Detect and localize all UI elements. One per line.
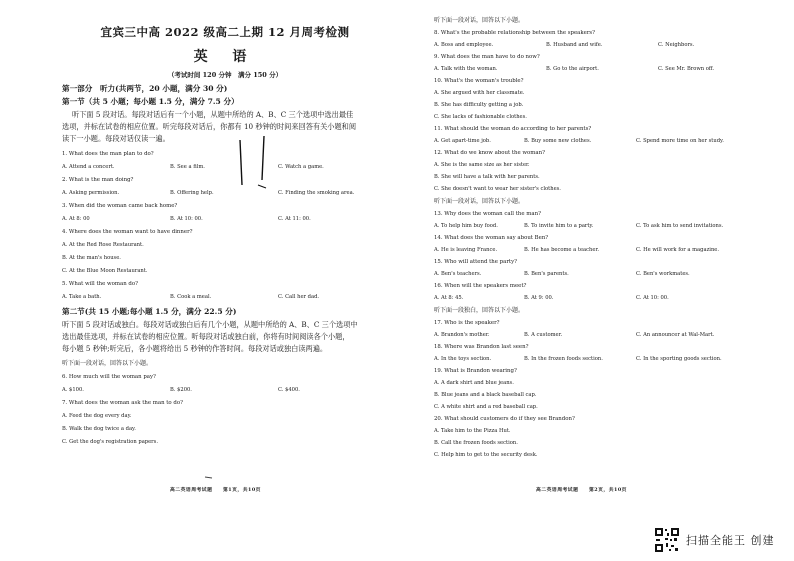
exam-title: 宜宾三中高 2022 级高二上期 12 月周考检测 <box>100 25 350 39</box>
question-options <box>434 331 786 339</box>
option-c: C. Watch a game. <box>278 164 324 170</box>
instruction-line: 选项，并标在试卷的相应位置。听完每段对话后，你都有 10 秒钟的时间来回答有关小题和阅 <box>62 122 357 131</box>
instruction-line: 听下面 5 段对话。每段对话后有一个小题，从题中所给的 A、B、C 三个选项中选出最佳 <box>72 110 354 119</box>
question-stem: 15. Who will attend the party? <box>434 259 518 265</box>
option-c: C. Call her dad. <box>278 294 320 300</box>
option-c: C. Finding the smoking area. <box>278 190 355 196</box>
question-stem: 3. When did the woman came back home? <box>62 203 178 209</box>
instruction-line: 读下一小题。每段对话仅读一遍。 <box>62 134 170 143</box>
page-footer: 高二英语周考试题 第2页，共10页 <box>536 487 627 493</box>
page-footer: 高二英语周考试题 第1页，共10页 <box>170 487 261 493</box>
option-c: C. She doesn't want to wear her sister's clothes. <box>434 186 561 192</box>
instruction-line: 每小题 5 秒钟;听完后，各小题将给出 5 秒钟的作答时间。每段对话或独白读两遍。 <box>62 344 328 353</box>
option-a: A. Ben's teachers. <box>434 271 482 277</box>
option-a: A. $100. <box>62 387 84 393</box>
option-a: A. Boss and employee. <box>434 42 494 48</box>
question-options <box>62 215 388 223</box>
option-b: B. At 10: 00. <box>170 216 203 222</box>
subject-title: 英 语 <box>193 49 257 65</box>
question-stem: 6. How much will the woman pay? <box>62 374 156 380</box>
option-b: B. Go to the airport. <box>546 66 599 72</box>
question-options <box>434 222 786 230</box>
question-options <box>434 137 786 145</box>
option-a: A. Attend a concert. <box>62 164 115 170</box>
section-instructions <box>62 319 388 355</box>
question-stem: 5. What will the woman do? <box>62 281 138 287</box>
option-b: B. Offering help. <box>170 190 214 196</box>
part-heading: 第一部分 听力(共两节，20 小题，满分 30 分) <box>62 84 228 93</box>
question-stem: 14. What does the woman say about Ben? <box>434 235 549 241</box>
option-c: C. A white shirt and a red baseball cap. <box>434 404 538 410</box>
section-instructions <box>62 109 388 145</box>
question-stem: 1. What does the man plan to do? <box>62 151 154 157</box>
question-stem: 11. What should the woman do according to her parents? <box>434 126 592 132</box>
option-b: B. He has become a teacher. <box>524 247 600 253</box>
instruction-line: 听下面 5 段对话或独白。每段对话或独白后有几个小题，从题中所给的 A、B、C 三个选项中 <box>62 320 358 329</box>
option-a: A. Asking permission. <box>62 190 120 196</box>
option-b: B. She has difficulty getting a job. <box>434 102 524 108</box>
option-a: A. She is the same size as her sister. <box>434 162 530 168</box>
option-a: A. Take a bath. <box>62 294 102 300</box>
option-a: A. Feed the dog every day. <box>62 413 132 419</box>
option-b: B. $200. <box>170 387 192 393</box>
dialogue-hint: 听下面一段对话，回答以下小题。 <box>434 17 525 24</box>
option-a: A. He is leaving France. <box>434 247 498 253</box>
option-c: C. At the Blue Moon Restaurant. <box>62 268 148 274</box>
option-b: B. Blue jeans and a black baseball cap. <box>434 392 537 398</box>
question-options <box>434 41 786 49</box>
option-a: A. Take him to the Pizza Hut. <box>434 428 511 434</box>
dialogue-hint: 听下面一段对话，回答以下小题。 <box>434 198 525 205</box>
option-c: C. At 11: 00. <box>278 216 311 222</box>
right-page <box>420 0 794 561</box>
watermark-text: 扫描全能王 创建 <box>686 534 775 547</box>
option-b: B. Call the frozen foods section. <box>434 440 518 446</box>
option-c: C. He will work for a magazine. <box>636 247 720 253</box>
question-stem: 10. What's the woman's trouble? <box>434 78 524 84</box>
option-b: B. At the man's house. <box>62 255 121 261</box>
option-b: B. Cook a meal. <box>170 294 212 300</box>
option-a: A. Get apart-time job. <box>434 138 491 144</box>
option-b: B. At 9: 00. <box>524 295 554 301</box>
question-stem: 12. What do we know about the woman? <box>434 150 545 156</box>
section-heading: 第一节（共 5 小题；每小题 1.5 分，满分 7.5 分） <box>62 97 239 106</box>
question-options <box>62 386 388 394</box>
question-stem: 13. Why does the woman call the man? <box>434 211 541 217</box>
question-options <box>434 65 786 73</box>
option-c: C. Neighbors. <box>658 42 695 48</box>
option-a: A. She argued with her classmate. <box>434 90 525 96</box>
question-options <box>62 293 388 301</box>
option-b: B. To invite him to a party. <box>524 223 594 229</box>
question-stem: 19. What is Brandon wearing? <box>434 368 517 374</box>
question-options <box>62 163 388 171</box>
option-b: B. She will have a talk with her parents. <box>434 174 540 180</box>
option-c: C. In the sporting goods section. <box>636 356 722 362</box>
option-a: A. At 8: 45. <box>434 295 464 301</box>
option-b: B. A customer. <box>524 332 563 338</box>
option-c: C. Ben's workmates. <box>636 271 690 277</box>
monologue-hint: 听下面一段独白，回答以下小题。 <box>434 307 525 314</box>
question-stem: 16. When will the speakers meet? <box>434 283 527 289</box>
question-stem: 4. Where does the woman want to have dinner? <box>62 229 193 235</box>
option-c: C. Get the dog's registration papers. <box>62 439 158 445</box>
question-stem: 2. What is the man doing? <box>62 177 134 183</box>
option-a: A. Talk with the woman. <box>434 66 498 72</box>
question-options <box>434 355 786 363</box>
question-options <box>434 270 786 278</box>
option-c: C. At 10: 00. <box>636 295 669 301</box>
option-a: A. To help him buy food. <box>434 223 498 229</box>
option-c: C. To ask him to send invitations. <box>636 223 724 229</box>
question-options <box>62 189 388 197</box>
dialogue-hint: 听下面一段对话，回答以下小题。 <box>62 360 153 367</box>
option-c: C. An announcer at Wal-Mart. <box>636 332 715 338</box>
option-b: B. Husband and wife. <box>546 42 603 48</box>
question-options <box>434 246 786 254</box>
question-stem: 20. What should customers do if they see Brandon? <box>434 416 575 422</box>
exam-meta: （考试时间 120 分钟 满分 150 分） <box>167 71 283 79</box>
option-a: A. In the toys section. <box>434 356 492 362</box>
option-c: C. Spend more time on her study. <box>636 138 724 144</box>
option-c: C. $400. <box>278 387 300 393</box>
question-stem: 18. Where was Brandon last seen? <box>434 344 529 350</box>
section-heading: 第二节(共 15 小题;每小题 1.5 分，满分 22.5 分) <box>62 307 237 316</box>
option-c: C. Help him to get to the security desk. <box>434 452 538 458</box>
option-c: C. See Mr. Brown off. <box>658 66 715 72</box>
option-a: A. A dark shirt and blue jeans. <box>434 380 514 386</box>
qr-code-icon <box>654 527 680 553</box>
option-b: B. In the frozen foods section. <box>524 356 603 362</box>
question-options <box>434 294 786 302</box>
question-stem: 8. What's the probable relationship between the speakers? <box>434 30 596 36</box>
option-c: C. She lacks of fashionable clothes. <box>434 114 527 120</box>
question-stem: 17. Who is the speaker? <box>434 320 500 326</box>
option-a: A. At 8: 00 <box>62 216 90 222</box>
instruction-line: 选出最佳选项，并标在试卷的相应位置。听每段对话或独白前，你将有时间阅读各个小题， <box>62 332 350 341</box>
option-b: B. Buy some new clothes. <box>524 138 592 144</box>
option-a: A. At the Red Rose Restaurant. <box>62 242 144 248</box>
question-stem: 9. What does the man have to do now? <box>434 54 540 60</box>
option-b: B. Walk the dog twice a day. <box>62 426 136 432</box>
option-b: B. Ben's parents. <box>524 271 569 277</box>
question-stem: 7. What does the woman ask the man to do? <box>62 400 183 406</box>
option-a: A. Brandon's mother. <box>434 332 490 338</box>
option-b: B. See a film. <box>170 164 205 170</box>
